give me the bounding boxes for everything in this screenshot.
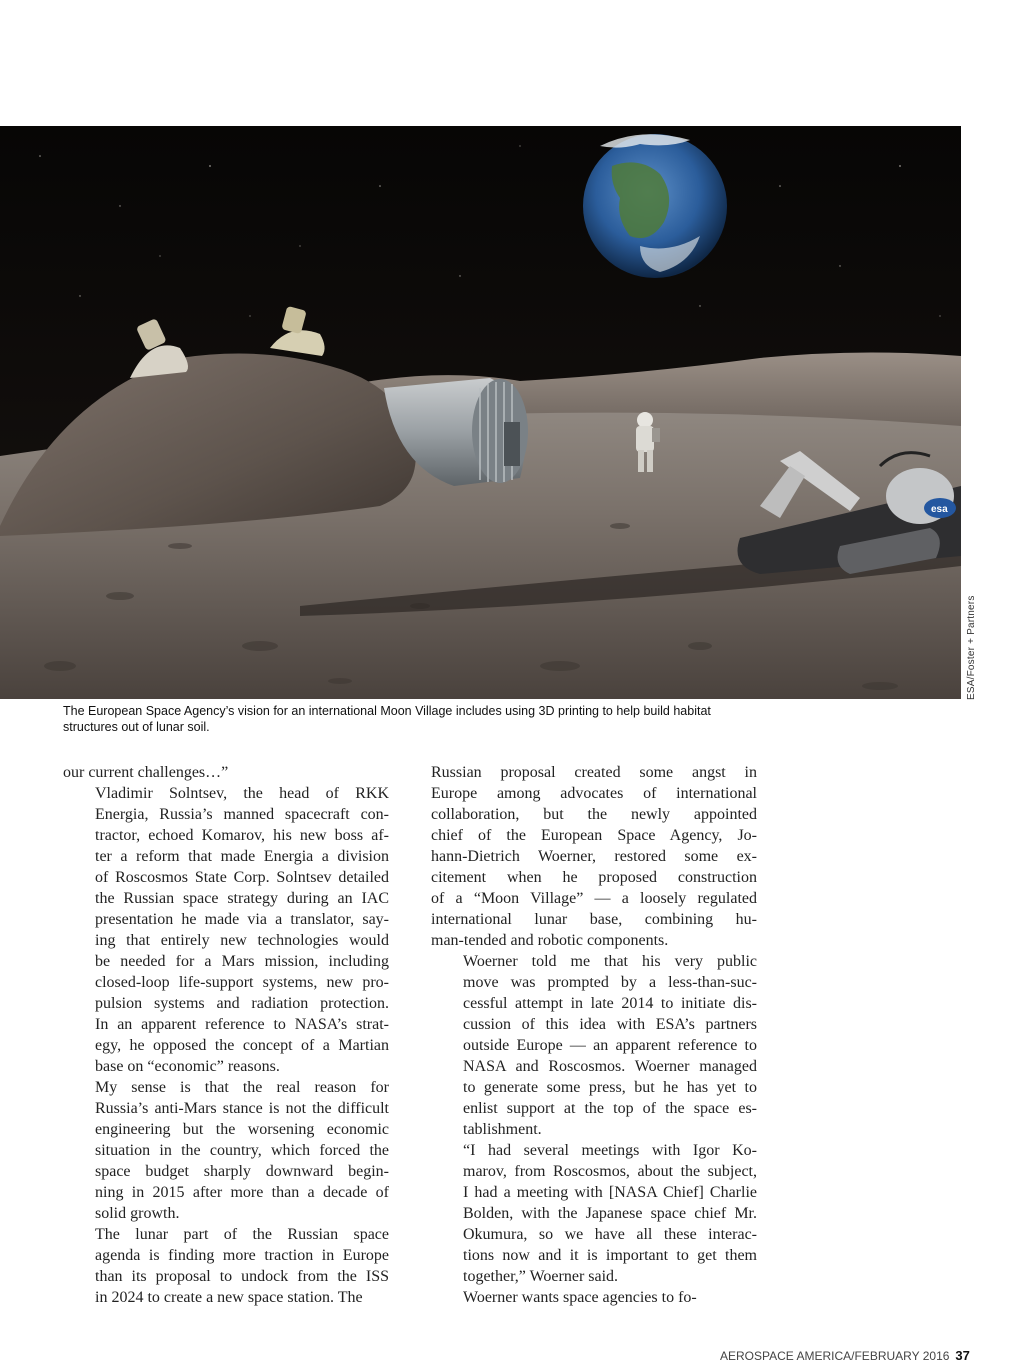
paragraph: [431, 951, 757, 1140]
page-number: 37: [955, 1348, 970, 1363]
text-line: space budget sharply downward begin-: [95, 1163, 389, 1180]
text-line: the Russian space strategy during an IAC: [95, 890, 389, 907]
text-line: enlist support at the top of the space es-: [463, 1100, 757, 1117]
text-line: together,” Woerner said.: [463, 1268, 619, 1285]
text-line: egy, he opposed the concept of a Martian: [95, 1037, 389, 1054]
text-line: move was prompted by a less-than-suc-: [463, 974, 757, 991]
text-line: NASA and Roscosmos. Woerner managed: [463, 1058, 757, 1075]
publication-name: AEROSPACE AMERICA/FEBRUARY 2016: [720, 1349, 950, 1363]
figure-caption: The European Space Agency’s vision for an international Moon Village includes using 3D printing to help build habitat structures out of lunar soil.: [63, 704, 711, 734]
paragraph: [63, 762, 389, 783]
article-column-right: [431, 762, 757, 1308]
text-line: My sense is that the real reason for: [95, 1079, 389, 1096]
text-line: Europe among advocates of international: [431, 785, 757, 802]
text-line: hann-Dietrich Woerner, restored some ex-: [431, 848, 757, 865]
text-line: Energia, Russia’s manned spacecraft con-: [95, 806, 389, 823]
paragraph: [431, 762, 757, 951]
text-line: base on “economic” reasons.: [95, 1058, 280, 1075]
text-line: tablishment.: [463, 1121, 542, 1138]
text-line: Woerner wants space agencies to fo-: [463, 1289, 697, 1306]
text-line: Woerner told me that his very public: [463, 953, 757, 970]
paragraph: [63, 783, 389, 1077]
text-line: Okumura, so we have all these interac-: [463, 1226, 757, 1243]
photo-credit: ESA/Foster + Partners: [966, 595, 977, 700]
text-line: citement when he proposed construction: [431, 869, 757, 886]
text-line: Bolden, with the Japanese space chief Mr.: [463, 1205, 757, 1222]
text-line: man-tended and robotic components.: [431, 932, 669, 949]
text-line: cussion of this idea with ESA’s partners: [463, 1016, 757, 1033]
text-line: solid growth.: [95, 1205, 180, 1222]
text-line: marov, from Roscosmos, about the subject,: [463, 1163, 757, 1180]
text-line: The lunar part of the Russian space: [95, 1226, 389, 1243]
paragraph: [431, 1287, 757, 1308]
text-line: closed-loop life-support systems, new pro-: [95, 974, 389, 991]
paragraph: [63, 1077, 389, 1224]
text-line: collaboration, but the newly appointed: [431, 806, 757, 823]
text-line: to generate some press, but he has yet to: [463, 1079, 757, 1096]
text-line: ing that entirely new technologies would: [95, 932, 389, 949]
text-line: I had a meeting with [NASA Chief] Charlie: [463, 1184, 757, 1201]
text-line: of Roscosmos State Corp. Solntsev detailed: [95, 869, 389, 886]
text-line: ter a reform that made Energia a division: [95, 848, 389, 865]
text-line: engineering but the worsening economic: [95, 1121, 389, 1138]
text-line: than its proposal to undock from the ISS: [95, 1268, 389, 1285]
article-column-left: [63, 762, 389, 1308]
text-line: in 2024 to create a new space station. The: [95, 1289, 363, 1306]
paragraph: [431, 1140, 757, 1287]
text-line: situation in the country, which forced the: [95, 1142, 389, 1159]
page-footer: [720, 1348, 970, 1363]
text-line: Russia’s anti-Mars stance is not the difficult: [95, 1100, 389, 1117]
text-line: cessful attempt in late 2014 to initiate dis-: [463, 995, 757, 1012]
text-line: agenda is finding more traction in Europe: [95, 1247, 389, 1264]
text-line: Russian proposal created some angst in: [431, 764, 757, 781]
text-line: outside Europe — an apparent reference to: [463, 1037, 757, 1054]
text-line: be needed for a Mars mission, including: [95, 953, 389, 970]
text-line: chief of the European Space Agency, Jo-: [431, 827, 757, 844]
text-line: ning in 2015 after more than a decade of: [95, 1184, 389, 1201]
text-line: Vladimir Solntsev, the head of RKK: [95, 785, 389, 802]
text-line: “I had several meetings with Igor Ko-: [463, 1142, 757, 1159]
esa-badge: esa: [931, 504, 948, 515]
text-line: presentation he made via a translator, say-: [95, 911, 389, 928]
text-line: our current challenges…”: [63, 764, 229, 781]
text-line: international lunar base, combining hu-: [431, 911, 757, 928]
text-line: pulsion systems and radiation protection.: [95, 995, 389, 1012]
moon-village-illustration: [0, 126, 961, 699]
paragraph: [63, 1224, 389, 1308]
text-line: tions now and it is important to get them: [463, 1247, 757, 1264]
text-line: In an apparent reference to NASA’s strat-: [95, 1016, 389, 1033]
text-line: tractor, echoed Komarov, his new boss af-: [95, 827, 389, 844]
text-line: of a “Moon Village” — a loosely regulated: [431, 890, 757, 907]
